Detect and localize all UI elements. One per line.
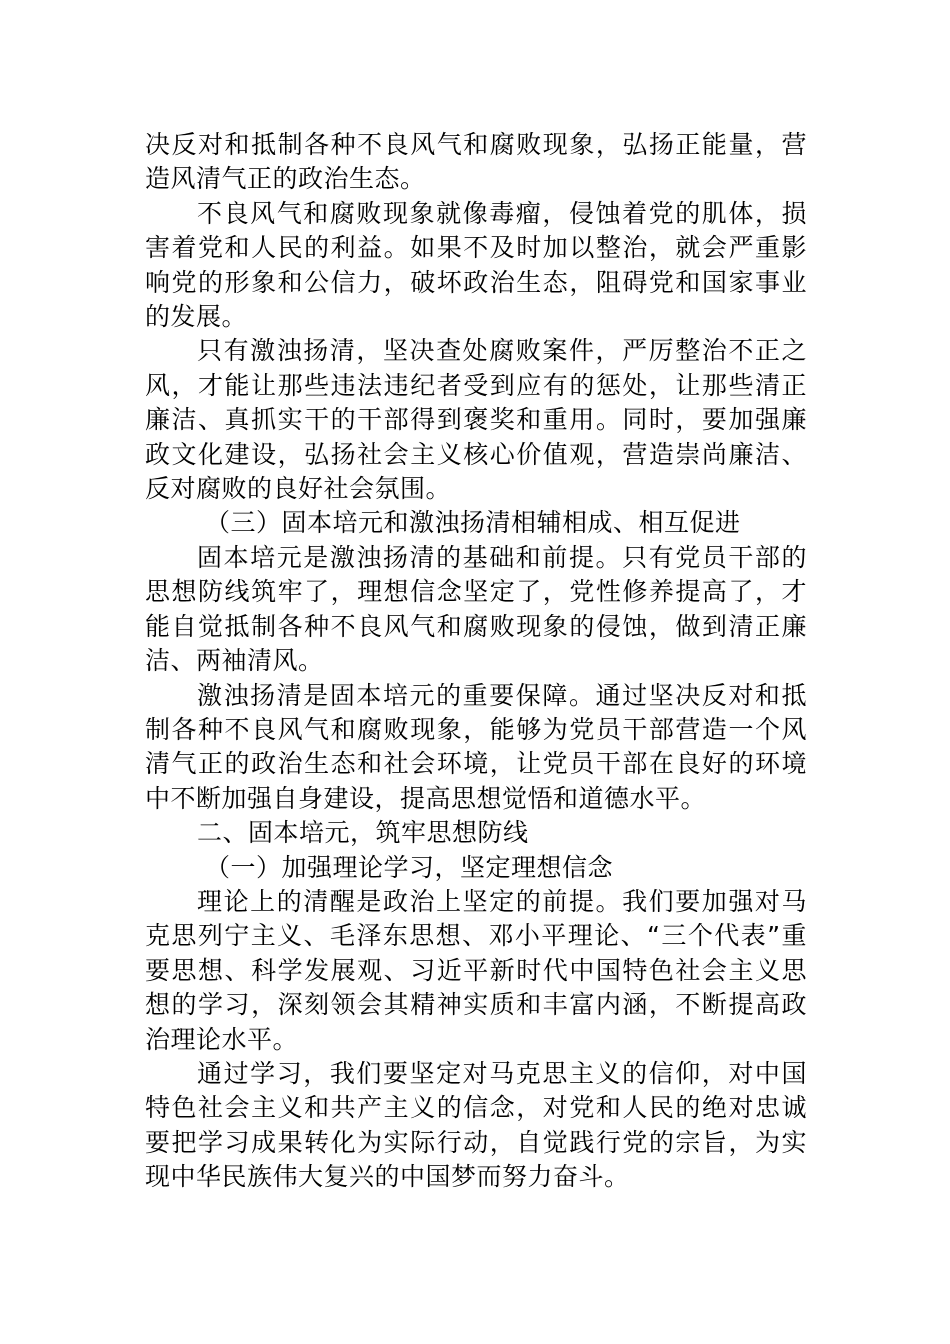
paragraph: 只有激浊扬清，坚决查处腐败案件，严厉整治不正之风，才能让那些违法违纪者受到应有的惩处，让那些清正廉洁、真抓实干的干部得到褒奖和重用。同时，要加强廉政文化建设，弘扬社会主义核心价值观，营造崇尚廉洁、反对腐败的良好社会氛围。 [145,336,807,504]
subheading: （三）固本培元和激浊扬清相辅相成、相互促进 [205,508,741,538]
paragraph: 激浊扬清是固本培元的重要保障。通过坚决反对和抵制各种不良风气和腐败现象，能够为党员干部营造一个风清气正的政治生态和社会环境，让党员干部在良好的环境中不断加强自身建设，提高思想觉悟和道德水平。 [145,680,807,813]
section-heading: 二、固本培元，筑牢思想防线 [197,818,529,848]
paragraph: 通过学习，我们要坚定对马克思主义的信仰，对中国特色社会主义和共产主义的信念，对党和人民的绝对忠诚要把学习成果转化为实际行动，自觉践行党的宗旨，为实现中华民族伟大复兴的中国梦而努力奋斗。 [145,1058,807,1192]
paragraph: 固本培元是激浊扬清的基础和前提。只有党员干部的思想防线筑牢了，理想信念坚定了，党性修养提高了，才能自觉抵制各种不良风气和腐败现象的侵蚀，做到清正廉洁、两袖清风。 [145,542,807,676]
document-body [145,128,807,1195]
paragraph: 理论上的清醒是政治上坚定的前提。我们要加强对马克思列宁主义、毛泽东思想、邓小平理论、“三个代表”重要思想、科学发展观、习近平新时代中国特色社会主义思想的学习，深刻领会其精神实质和丰富内涵，不断提高政治理论水平。 [145,886,807,1054]
paragraph: 不良风气和腐败现象就像毒瘤，侵蚀着党的肌体，损害着党和人民的利益。如果不及时加以整治，就会严重影响党的形象和公信力，破坏政治生态，阻碍党和国家事业的发展。 [145,198,807,332]
paragraph: 决反对和抵制各种不良风气和腐败现象，弘扬正能量，营造风清气正的政治生态。 [145,130,807,194]
subheading: （一）加强理论学习，坚定理想信念 [205,852,614,882]
